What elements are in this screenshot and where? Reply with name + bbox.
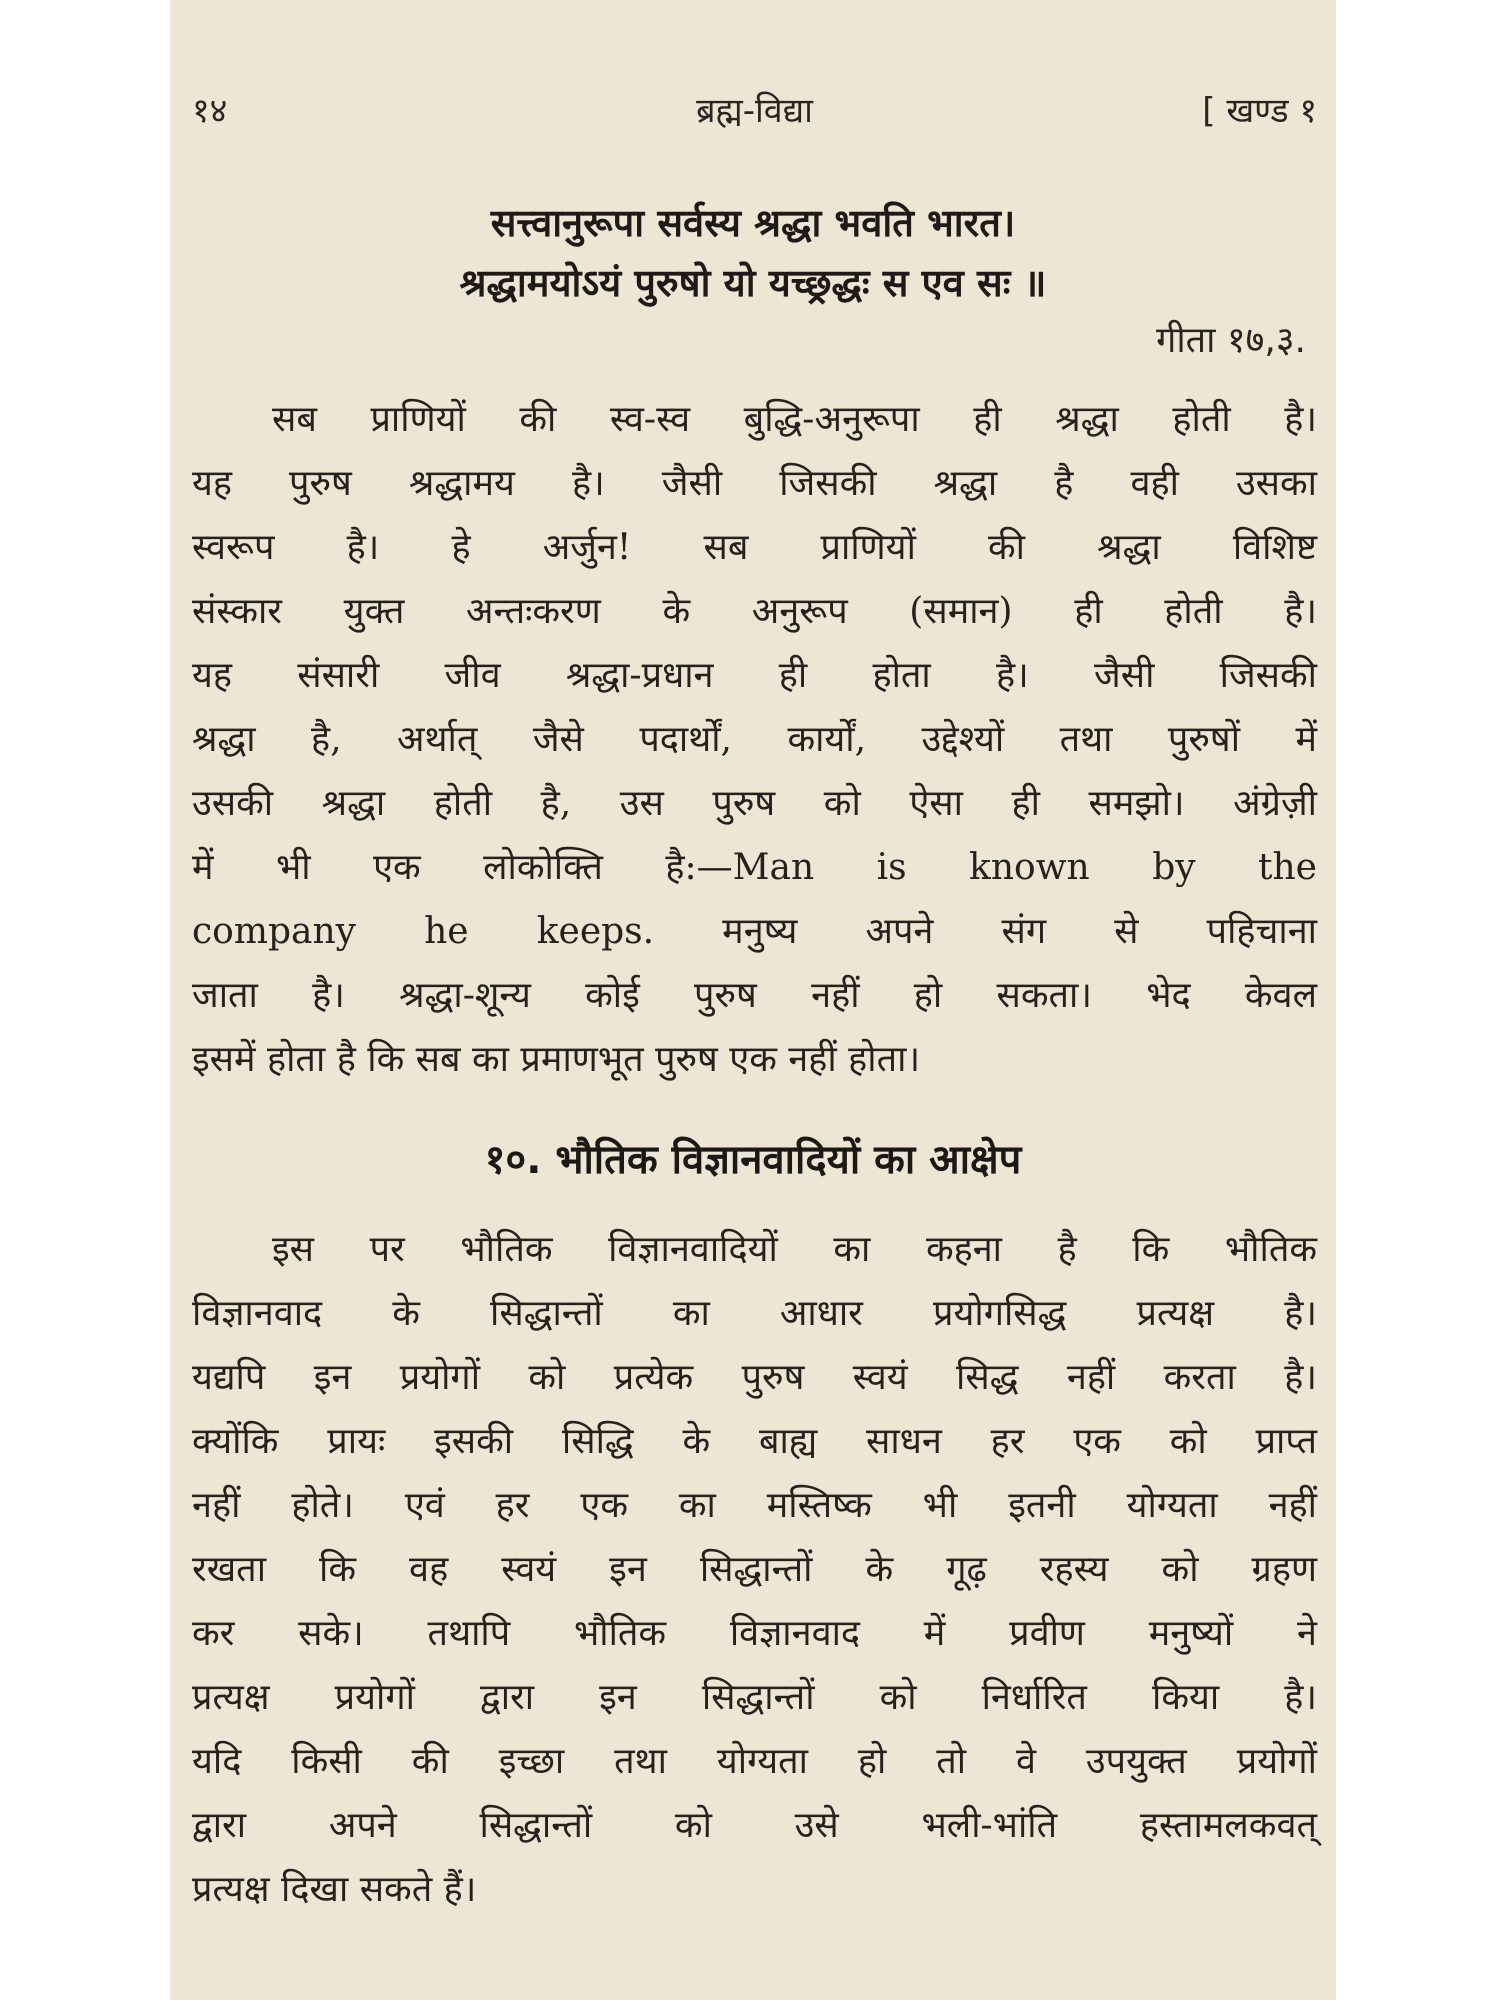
- text-line: विज्ञानवाद के सिद्धान्तों का आधार प्रयोगसिद्ध प्रत्यक्ष है।: [192, 1293, 1317, 1334]
- text-line: नहीं होते। एवं हर एक का मस्तिष्क भी इतनी योग्यता नहीं: [192, 1485, 1317, 1526]
- text-line: इस पर भौतिक विज्ञानवादियों का कहना है कि भौतिक: [272, 1229, 1317, 1270]
- section-heading: १०. भौतिक विज्ञानवादियों का आक्षेप: [484, 1137, 1022, 1183]
- text-line: श्रद्धा है, अर्थात् जैसे पदार्थों, कार्यों, उद्देश्यों तथा पुरुषों में: [192, 719, 1317, 760]
- text-line: इसमें होता है कि सब का प्रमाणभूत पुरुष एक नहीं होता।: [192, 1039, 921, 1080]
- text-line: यद्यपि इन प्रयोगों को प्रत्येक पुरुष स्वयं सिद्ध नहीं करता है।: [192, 1357, 1317, 1398]
- text-line: रखता कि वह स्वयं इन सिद्धान्तों के गूढ़ रहस्य को ग्रहण: [192, 1549, 1317, 1590]
- text-line: जाता है। श्रद्धा-शून्य कोई पुरुष नहीं हो सकता। भेद केवल: [192, 975, 1317, 1016]
- verse-line-2: श्रद्धामयोऽयं पुरुषो यो यच्छ्रद्धः स एव सः ॥: [459, 261, 1047, 305]
- scanned-page: [170, 0, 1336, 2000]
- page-header: [192, 80, 1317, 140]
- text-line: यह पुरुष श्रद्धामय है। जैसी जिसकी श्रद्धा है वही उसका: [192, 463, 1317, 504]
- text-line: यदि किसी की इच्छा तथा योग्यता हो तो वे उपयुक्त प्रयोगों: [192, 1741, 1317, 1782]
- running-title: ब्रह्म-विद्या: [696, 91, 813, 131]
- text-line: सब प्राणियों की स्व-स्व बुद्धि-अनुरूपा ही श्रद्धा होती है।: [272, 399, 1317, 440]
- paragraph-1: [192, 388, 1317, 1092]
- text-line: उसकी श्रद्धा होती है, उस पुरुष को ऐसा ही समझो। अंग्रेज़ी: [192, 783, 1317, 824]
- text-line: company he keeps. मनुष्य अपने संग से पहिचाना: [192, 911, 1317, 952]
- page-number: १४: [192, 91, 228, 131]
- text-line: द्वारा अपने सिद्धान्तों को उसे भली-भांति हस्तामलकवत्: [192, 1805, 1317, 1846]
- text-line: में भी एक लोकोक्ति है:—Man is known by the: [192, 847, 1317, 888]
- text-line: प्रत्यक्ष दिखा सकते हैं।: [192, 1869, 477, 1910]
- paragraph-2: [192, 1218, 1317, 1922]
- text-line: स्वरूप है। हे अर्जुन! सब प्राणियों की श्रद्धा विशिष्ट: [192, 527, 1317, 568]
- text-line: क्योंकि प्रायः इसकी सिद्धि के बाह्य साधन हर एक को प्राप्त: [192, 1421, 1317, 1462]
- text-line: प्रत्यक्ष प्रयोगों द्वारा इन सिद्धान्तों को निर्धारित किया है।: [192, 1677, 1317, 1718]
- text-line: कर सके। तथापि भौतिक विज्ञानवाद में प्रवीण मनुष्यों ने: [192, 1613, 1317, 1654]
- text-line: संस्कार युक्त अन्तःकरण के अनुरूप (समान) ही होती है।: [192, 591, 1317, 632]
- text-line: यह संसारी जीव श्रद्धा-प्रधान ही होता है। जैसी जिसकी: [192, 655, 1317, 696]
- verse-source: गीता १७,३.: [1156, 320, 1306, 361]
- section-marker: [ खण्ड १: [1202, 91, 1317, 131]
- verse-line-1: सत्त्वानुरूपा सर्वस्य श्रद्धा भवति भारत।: [490, 201, 1016, 245]
